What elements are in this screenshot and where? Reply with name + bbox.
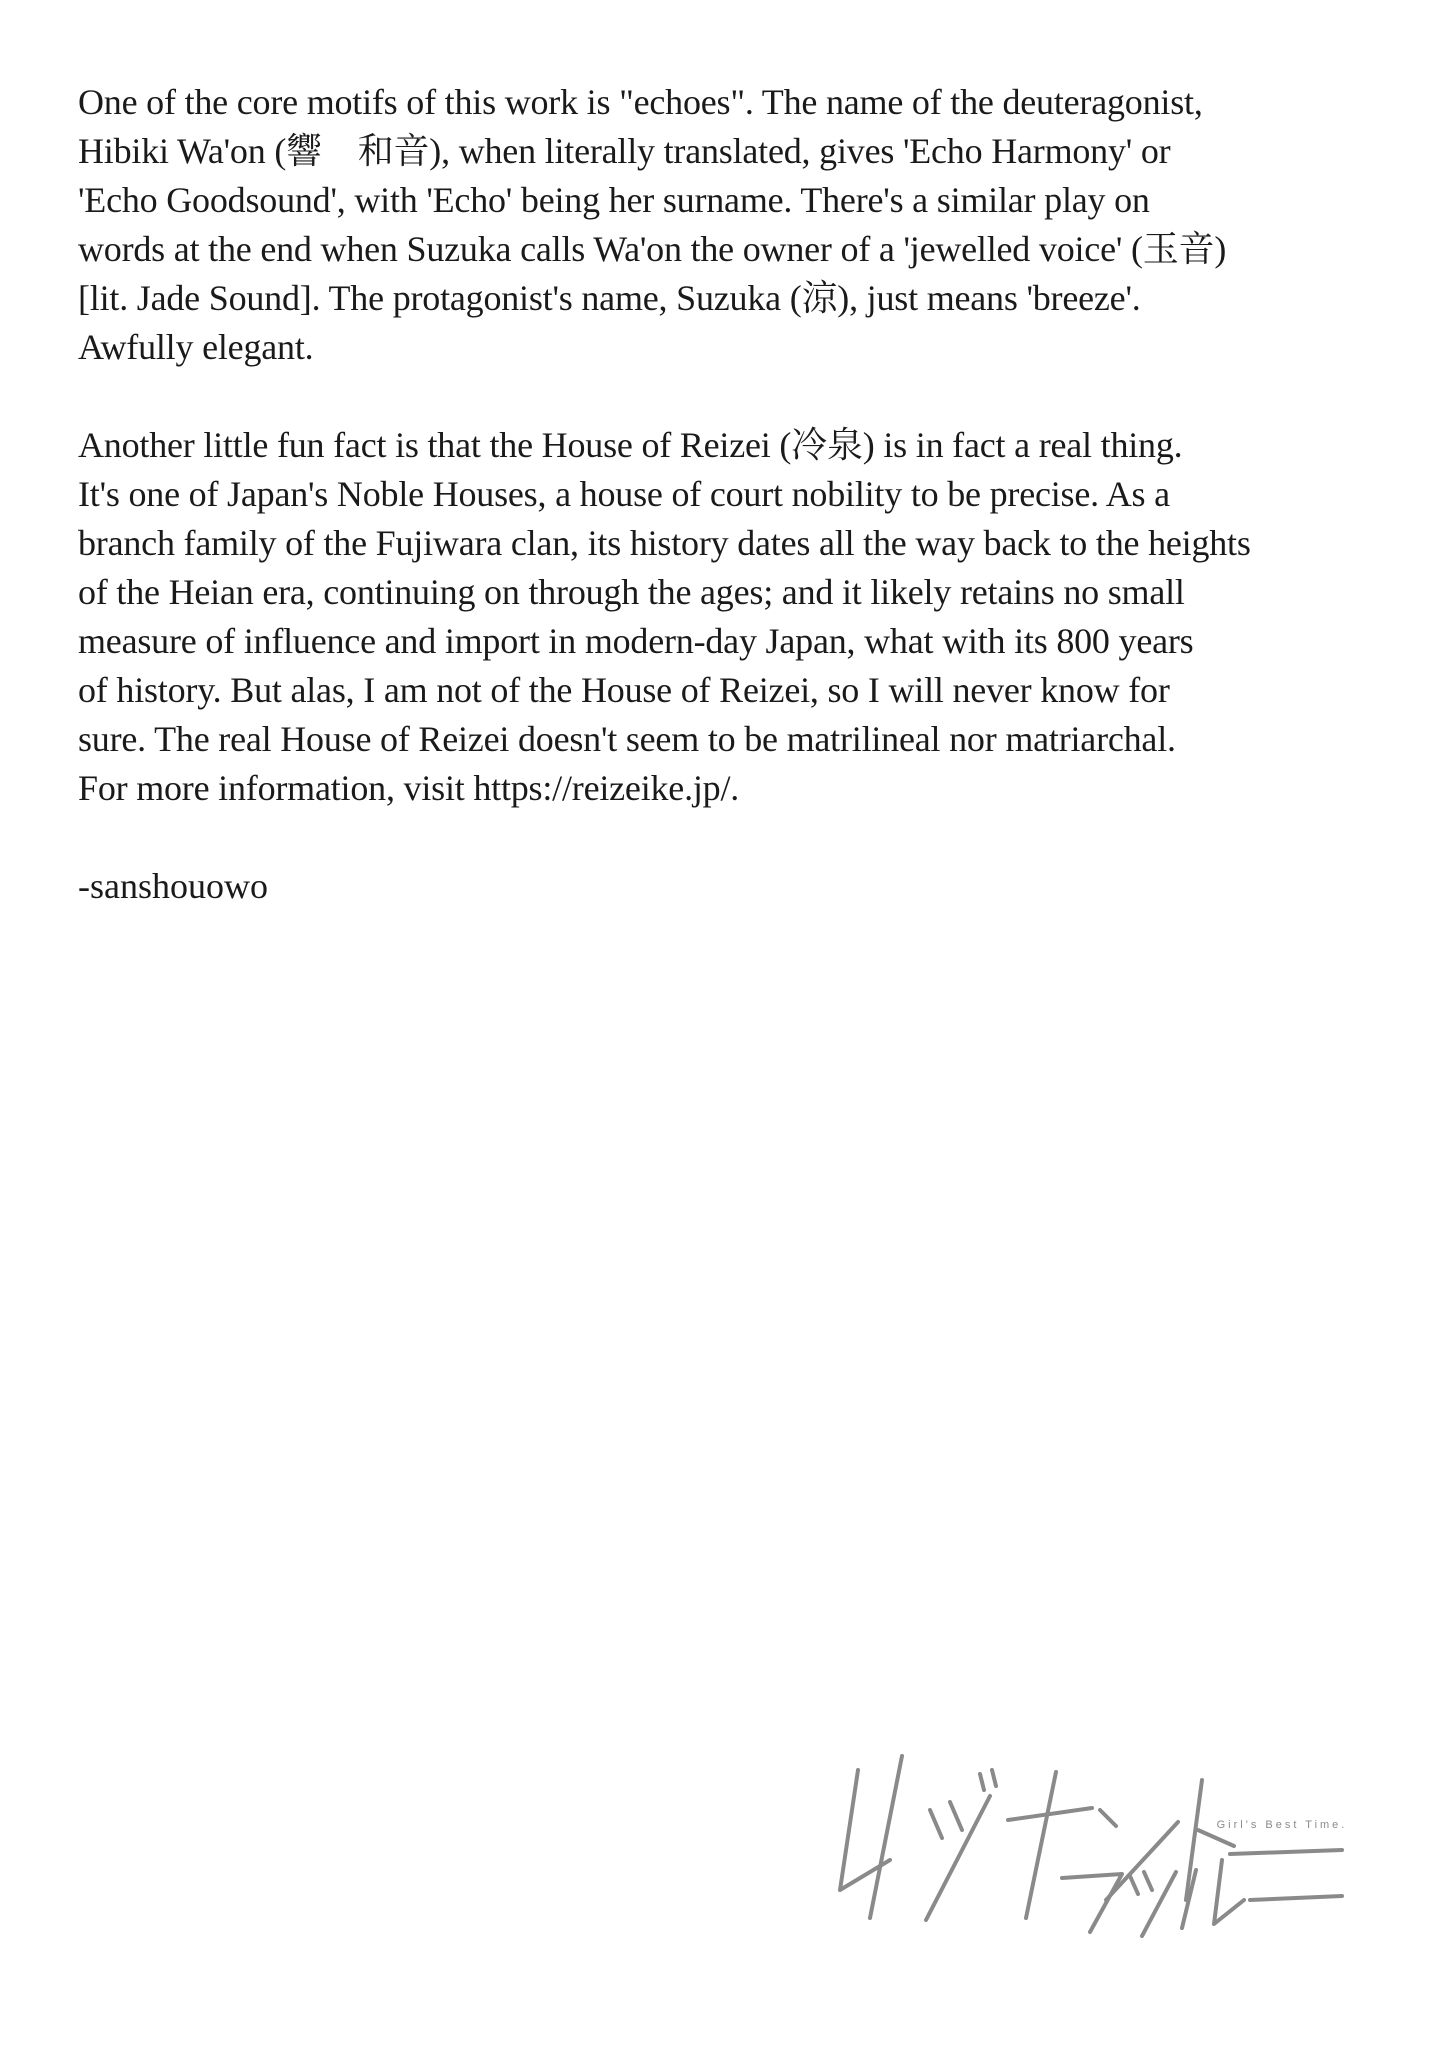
paragraph-line: sure. The real House of Reizei doesn't seem to be matrilineal nor matriarchal. [78, 719, 1176, 759]
paragraph-line: [lit. Jade Sound]. The protagonist's name, Suzuka (涼), just means 'breeze'. [78, 278, 1141, 318]
paragraph-line: Another little fun fact is that the House of Reizei (冷泉) is in fact a real thing. [78, 425, 1183, 465]
paragraph-line: 'Echo Goodsound', with 'Echo' being her surname. There's a similar play on [78, 180, 1150, 220]
paragraph-line: of history. But alas, I am not of the House of Reizei, so I will never know for [78, 670, 1170, 710]
paragraph-line: Hibiki Wa'on (響 和音), when literally translated, gives 'Echo Harmony' or [78, 131, 1171, 171]
title-logo-icon [830, 1750, 1350, 1940]
paragraph-line: words at the end when Suzuka calls Wa'on the owner of a 'jewelled voice' (玉音) [78, 229, 1227, 269]
logo-tagline: Girl's Best Time. [1216, 1819, 1348, 1831]
paragraph-line: For more information, visit https://reizeike.jp/. [78, 768, 740, 808]
paragraph-line: branch family of the Fujiwara clan, its history dates all the way back to the heights [78, 523, 1251, 563]
paragraph-2 [78, 421, 1378, 813]
signature: -sanshouowo [78, 866, 268, 906]
paragraph-line: of the Heian era, continuing on through the ages; and it likely retains no small [78, 572, 1185, 612]
paragraph-line: Awfully elegant. [78, 327, 314, 367]
title-logo [830, 1750, 1350, 1940]
paragraph-1 [78, 78, 1378, 372]
paragraph-line: measure of influence and import in modern-day Japan, what with its 800 years [78, 621, 1194, 661]
paragraph-line: It's one of Japan's Noble Houses, a house of court nobility to be precise. As a [78, 474, 1170, 514]
paragraph-line: One of the core motifs of this work is "echoes". The name of the deuteragonist, [78, 82, 1203, 122]
afterword-page [78, 78, 1378, 911]
